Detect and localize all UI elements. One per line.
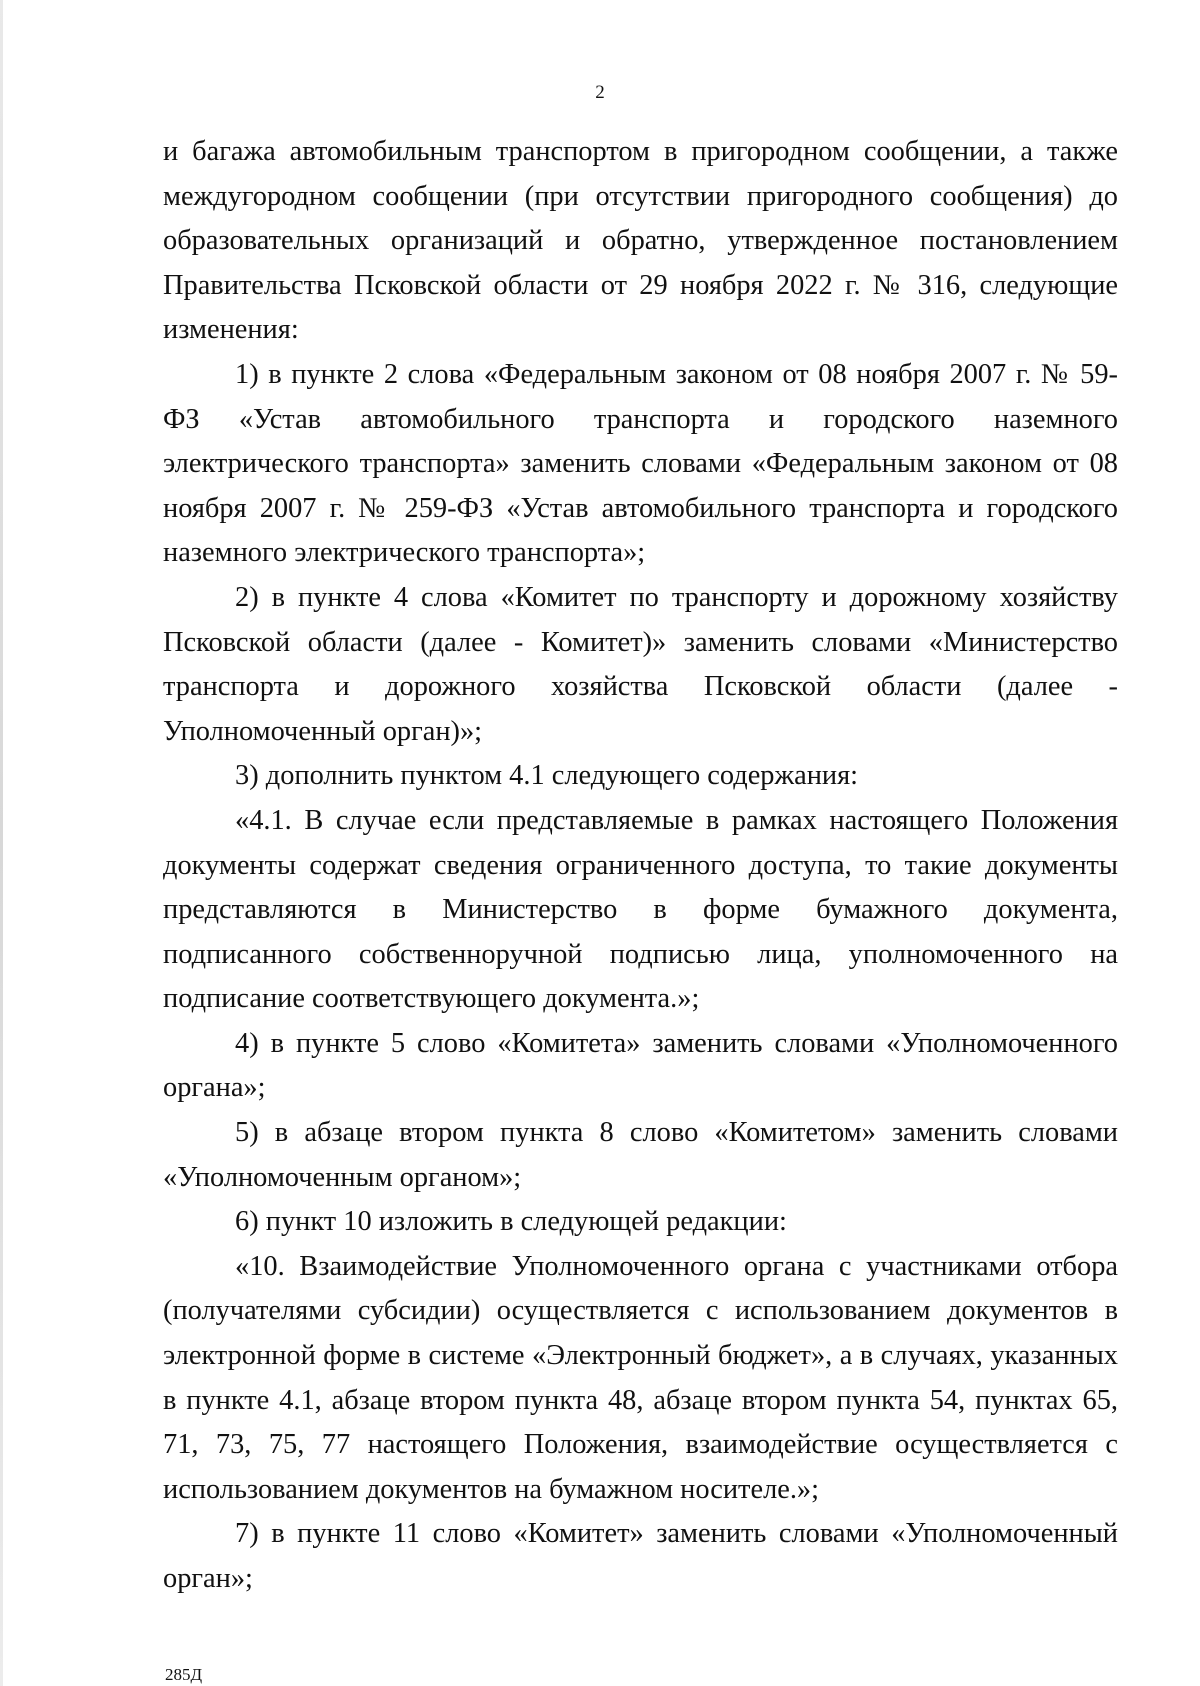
document-body <box>163 130 1118 1602</box>
paragraph-item-4: 4) в пункте 5 слово «Комитета» заменить словами «Уполномоченного органа»; <box>163 1027 1118 1104</box>
paragraph-item-1: 1) в пункте 2 слова «Федеральным законом от 08 ноября 2007 г. № 59-ФЗ «Устав автомобильного транспорта и городского наземного электрического транспорта» заменить словами «Федеральным законом от 08 ноября 2007 г. № 259-ФЗ «Устав автомобильного транспорта и городского наземного электрического транспорта»; <box>163 358 1118 569</box>
paragraph-item-6: 6) пункт 10 изложить в следующей редакции: <box>235 1206 787 1238</box>
paragraph-continuation: и багажа автомобильным транспортом в пригородном сообщении, а также междугородном сообщении (при отсутствии пригородного сообщения) до образовательных организаций и обратно, утвержденное постановлением Правительства Псковской области от 29 ноября 2022 г. № 316, следующие изменения: <box>163 136 1118 346</box>
paragraph-item-5: 5) в абзаце втором пункта 8 слово «Комитетом» заменить словами «Уполномоченным органом»; <box>163 1117 1118 1193</box>
document-code: 285Д <box>165 1665 203 1684</box>
paragraph-quote-4-1: «4.1. В случае если представляемые в рамках настоящего Положения документы содержат сведения ограниченного доступа, то такие документы представляются в Министерство в форме бумажного документа, подписанного собственноручной подписью лица, уполномоченного на подписание соответствующего документа.»; <box>163 804 1118 1015</box>
page-number: 2 <box>595 82 605 103</box>
paragraph-item-2: 2) в пункте 4 слова «Комитет по транспорту и дорожному хозяйству Псковской области (далее - Комитет)» заменить словами «Министерство транспорта и дорожного хозяйства Псковской области (далее - Уполномоченный орган)»; <box>163 581 1118 747</box>
paragraph-quote-10: «10. Взаимодействие Уполномоченного органа с участниками отбора (получателями субсидии) осуществляется с использованием документов в электронной форме в системе «Электронный бюджет», а в случаях, указанных в пункте 4.1, абзаце втором пункта 48, абзаце втором пункта 54, пунктах 65, 71, 73, 75, 77 настоящего Положения, взаимодействие осуществляется с использованием документов на бумажном носителе.»; <box>163 1250 1118 1505</box>
paragraph-item-3: 3) дополнить пунктом 4.1 следующего содержания: <box>235 760 859 792</box>
scan-edge-shadow <box>0 0 3 1686</box>
paragraph-item-7: 7) в пункте 11 слово «Комитет» заменить словами «Уполномоченный орган»; <box>163 1518 1118 1594</box>
